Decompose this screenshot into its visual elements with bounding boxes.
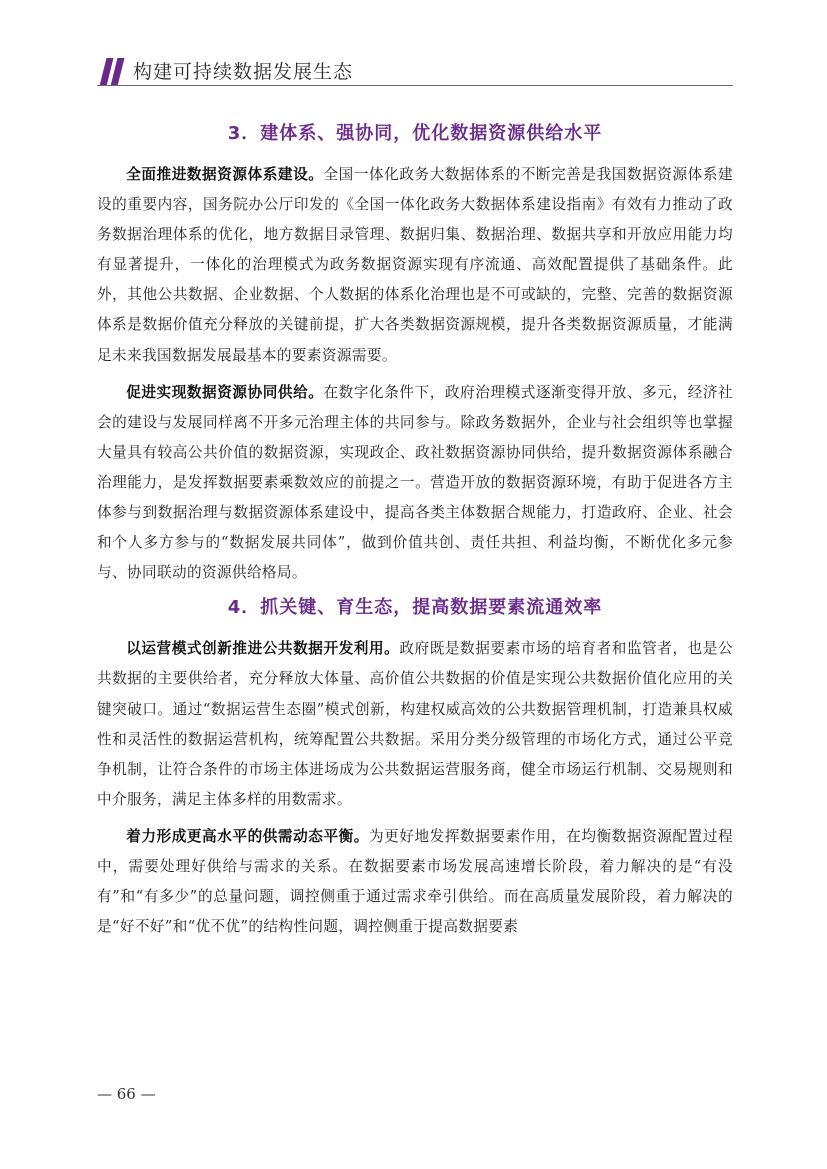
page-number: — 66 —	[97, 1085, 156, 1103]
paragraph-lead: 着力形成更高水平的供需动态平衡。	[126, 827, 369, 845]
paragraph-lead: 全面推进数据资源体系建设。	[126, 166, 324, 183]
paragraph-body: 政府既是数据要素市场的培育者和监管者，也是公共数据的主要供给者，充分释放大体量、高价值公共数据的价值是实现公共数据价值化应用的关键突破口。通过“数据运营生态圈”模式创新，构建权威高效的公共数据管理机制，打造兼具权威性和灵活性的数据运营机构，统筹配置公共数据。采用分类分级管理的市场化方式，通过公平竞争机制，让符合条件的市场主体进场成为公共数据运营服务商，健全市场运行机制、交易规则和中介服务，满足主体多样的用数需求。	[97, 640, 734, 808]
section-3-title: 3．建体系、强协同，优化数据资源供给水平	[227, 123, 603, 144]
section-3-paragraph-2	[97, 378, 733, 589]
section-4-paragraph-2	[97, 822, 733, 942]
header-divider	[97, 85, 733, 86]
section-3-paragraph-1	[97, 160, 733, 371]
header-bars-icon	[101, 58, 127, 86]
paragraph-body: 全国一体化政务大数据体系的不断完善是我国数据资源体系建设的重要内容，国务院办公厅印发的《全国一体化政务大数据体系建设指南》有效有力推动了政务数据治理体系的优化，地方数据目录管理、数据归集、数据治理、数据共享和开放应用能力均有显著提升，一体化的治理模式为政务数据资源实现有序流通、高效配置提供了基础条件。此外，其他公共数据、企业数据、个人数据的体系化治理也是不可或缺的，完整、完善的数据资源体系是数据价值充分释放的关键前提，扩大各类数据资源规模，提升各类数据资源质量，才能满足未来我国数据发展最基本的要素资源需要。	[97, 166, 734, 364]
paragraph-body: 为更好地发挥数据要素作用，在均衡数据资源配置过程中，需要处理好供给与需求的关系。在数据要素市场发展高速增长阶段，着力解决的是“有没有”和“有多少”的总量问题，调控侧重于通过需求牵引供给。而在高质量发展阶段，着力解决的是“好不好”和“优不优”的结构性问题，调控侧重于提高数据要素	[97, 827, 733, 936]
paragraph-lead: 以运营模式创新推进公共数据开发利用。	[126, 640, 400, 658]
section-4-title: 4．抓关键、育生态，提高数据要素流通效率	[227, 597, 603, 619]
section-4-paragraph-1	[97, 634, 733, 815]
page-content	[97, 115, 733, 942]
running-header-title: 构建可持续数据发展生态	[133, 61, 354, 83]
paragraph-body: 在数字化条件下，政府治理模式逐渐变得开放、多元，经济社会的建设与发展同样离不开多元治理主体的共同参与。除政务数据外，企业与社会组织等也掌握大量具有较高公共价值的数据资源，实现政企、政社数据资源协同供给，提升数据资源体系融合治理能力，是发挥数据要素乘数效应的前提之一。营造开放的数据资源环境，有助于促进各方主体参与到数据治理与数据资源体系建设中，提高各类主体数据合规能力，打造政府、企业、社会和个人多方参与的“数据发展共同体”，做到价值共创、责任共担、利益均衡，不断优化多元参与、协同联动的资源供给格局。	[97, 383, 734, 582]
paragraph-lead: 促进实现数据资源协同供给。	[126, 383, 324, 401]
page-header	[0, 0, 827, 90]
header-bar-right	[111, 58, 125, 86]
